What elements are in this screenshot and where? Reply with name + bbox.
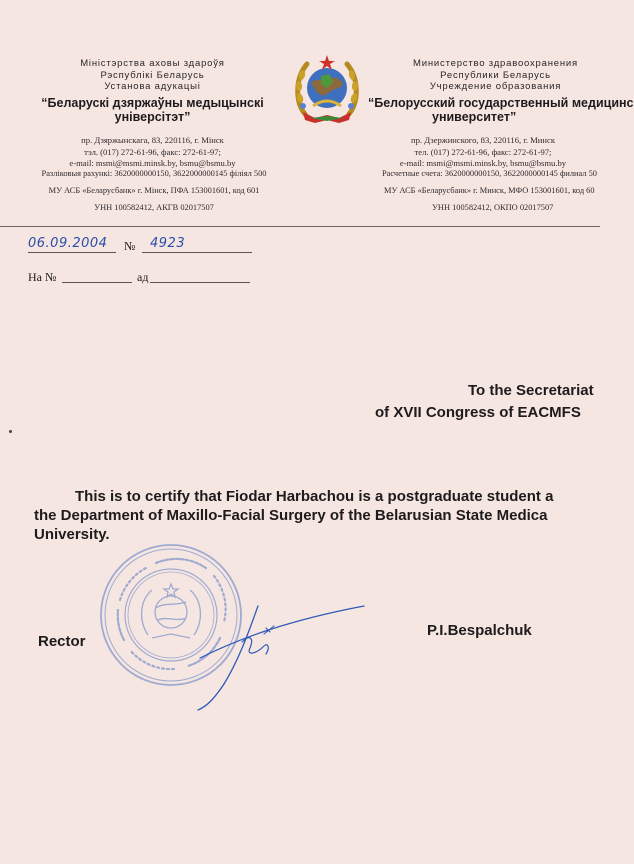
header-right-ministry: Министерство здравоохранения bbox=[413, 58, 578, 69]
header-right-email: e-mail: msmi@msmi.minsk.by, bsmu@bsmu.by bbox=[399, 158, 567, 168]
header-divider bbox=[0, 226, 600, 227]
body-line2: the Department of Maxillo-Facial Surgery of the Belarusian State Medica bbox=[34, 507, 548, 524]
signatory-title: Rector bbox=[38, 633, 86, 650]
header-left-tax-id: УНН 100582412, АКГВ 02017507 bbox=[94, 203, 214, 212]
header-left-bank-accounts: Разліковыя рахункі: 3620000000150, 3622000000145 філіял 500 bbox=[41, 169, 267, 178]
coat-of-arms-icon bbox=[291, 52, 363, 126]
header-right-university bbox=[368, 96, 634, 124]
header-right-bank bbox=[382, 165, 600, 216]
header-right-address: пр. Дзержинского, 83, 220116, г. Минск bbox=[411, 135, 555, 145]
header-right-university-line2: университет” bbox=[432, 110, 517, 124]
header-left-institution: Установа адукацыі bbox=[104, 81, 201, 92]
addressee-line2: of XVII Congress of EACMFS bbox=[375, 404, 581, 421]
header-right-bank-accounts: Расчетные счета: 3620000000150, 3622000000145 филиал 50 bbox=[382, 169, 597, 178]
number-sign: № bbox=[124, 239, 136, 253]
header-right-university-line1: “Белорусский государственный медицинс bbox=[368, 96, 634, 110]
from-date-line bbox=[150, 271, 250, 283]
addressee-line1: To the Secretariat bbox=[468, 382, 594, 399]
handwritten-signature bbox=[180, 598, 370, 718]
header-right-republic: Республики Беларусь bbox=[440, 69, 551, 81]
header-left-ministry: Міністэрства аховы здароўя bbox=[80, 58, 225, 69]
header-left-block bbox=[40, 58, 265, 93]
reference-date: 06.09.2004 bbox=[28, 236, 108, 251]
header-right-phone: тел. (017) 272-61-96, факс: 272-61-97; bbox=[414, 146, 552, 157]
header-left-university-line2: універсітэт” bbox=[114, 110, 191, 124]
header-left-address: пр. Дзяржынскага, 83, 220116, г. Мінск bbox=[81, 135, 224, 145]
header-right-institution: Учреждение образования bbox=[429, 81, 562, 92]
header-left-email: e-mail: msmi@msmi.minsk.by, bsmu@bsmu.by bbox=[69, 158, 236, 168]
header-right-block bbox=[383, 58, 608, 93]
header-right-tax-id: УНН 100582412, ОКПО 02017507 bbox=[432, 203, 554, 212]
header-right-bank-branch: МУ АСБ «Беларусбанк» г. Минск, МФО 153001601, код 60 bbox=[384, 186, 595, 195]
header-left-university bbox=[30, 96, 275, 124]
from-label: ад bbox=[137, 270, 149, 284]
body-line1: This is to certify that Fiodar Harbachou is a postgraduate student a bbox=[75, 488, 554, 505]
header-left-republic: Рэспублікі Беларусь bbox=[100, 69, 205, 81]
header-left-bank bbox=[20, 165, 288, 216]
reference-number: 4923 bbox=[150, 236, 186, 251]
signatory-name: P.I.Bespalchuk bbox=[427, 622, 532, 639]
header-left-bank-branch: МУ АСБ «Беларусбанк» г. Мінск, ПФА 153001601, код 601 bbox=[48, 186, 260, 195]
header-left-university-line1: “Беларускі дзяржаўны медыцынскі bbox=[41, 96, 264, 110]
on-number-line bbox=[62, 271, 132, 283]
body-line3: University. bbox=[34, 526, 110, 543]
ink-dot bbox=[9, 430, 12, 433]
on-number-label: На № bbox=[28, 270, 57, 284]
reference-number-row bbox=[28, 236, 268, 256]
header-left-phone: тэл. (017) 272-61-96, факс: 272-61-97; bbox=[84, 146, 221, 157]
incoming-reference-row bbox=[28, 268, 268, 288]
